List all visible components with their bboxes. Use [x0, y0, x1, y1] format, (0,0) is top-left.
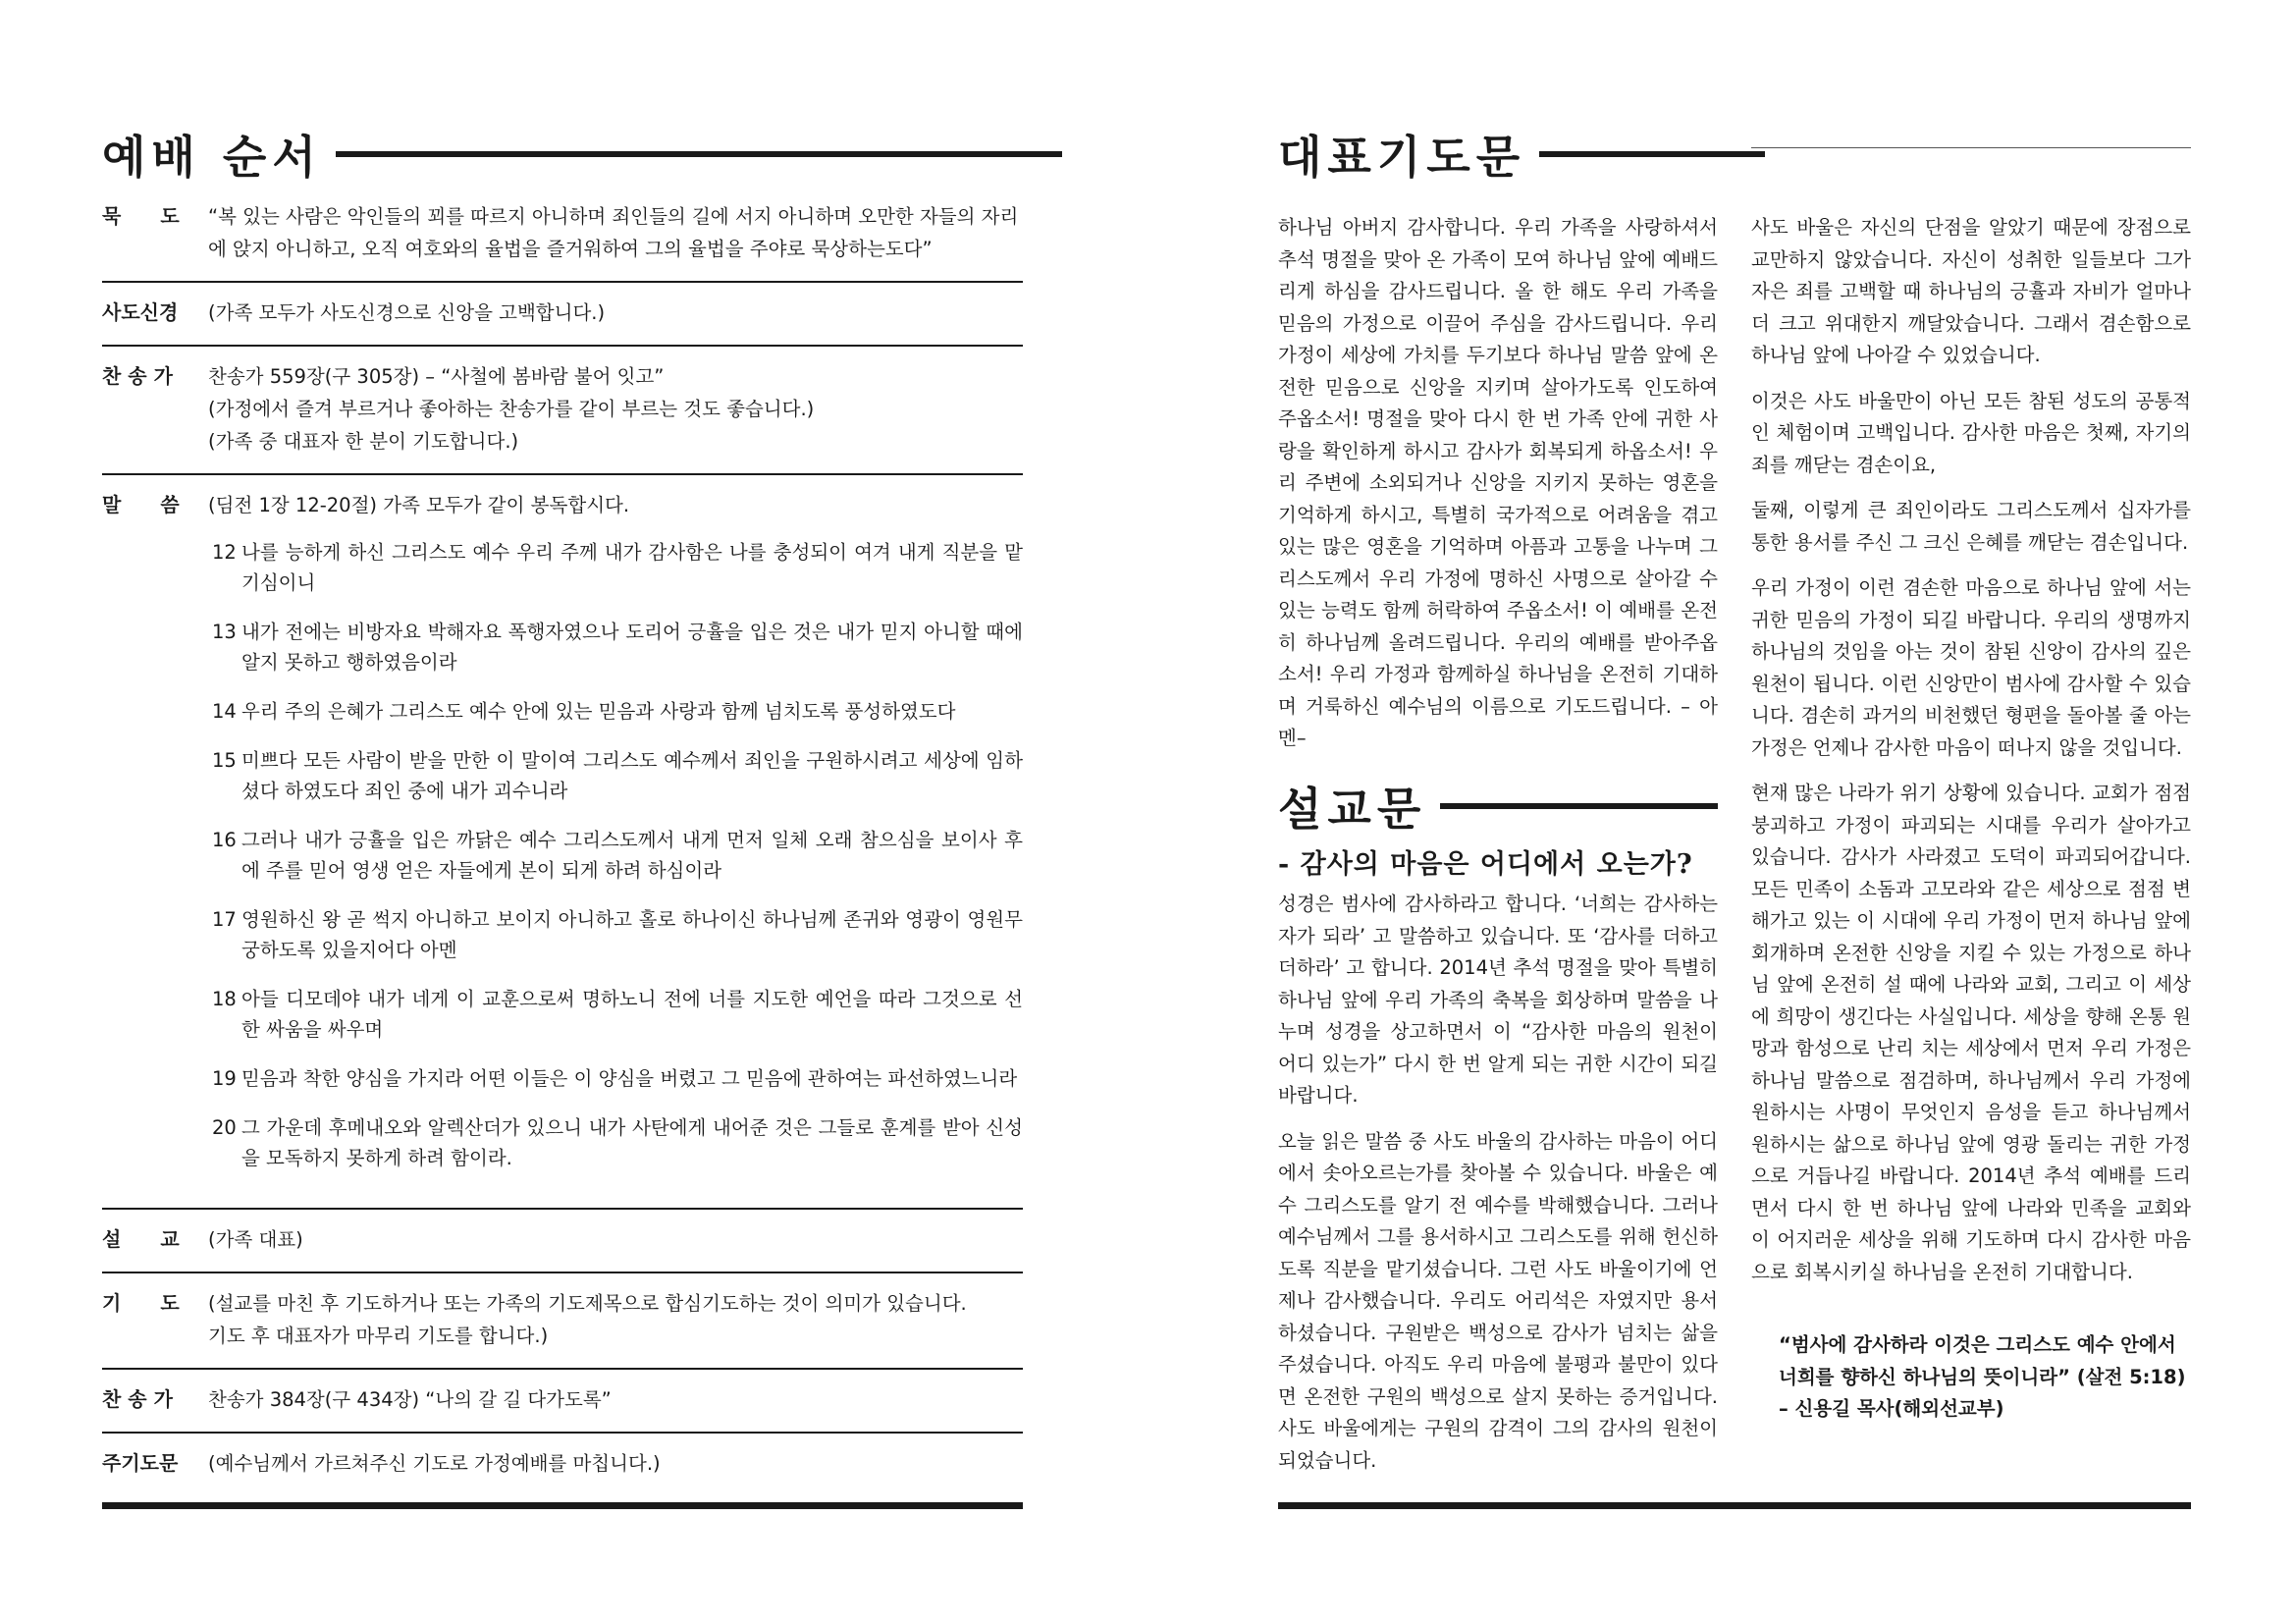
order-content [208, 297, 1023, 329]
verse-text: 아들 디모데야 내가 네게 이 교훈으로써 명하노니 전에 너를 지도한 예언을 따라 그것으로 선한 싸움을 싸우며 [241, 988, 1023, 1041]
sermon-paragraph: 성경은 범사에 감사하라고 합니다. ‘너희는 감사하는 자가 되라’ 고 말씀하고 있습니다. 또 ‘감사를 더하고 더하라’ 고 합니다. 2014년 추석 명절을 맞아 특별히 하나님 앞에 우리 가족의 축복을 회상하며 말씀을 나누며 성경을 상고하면서 이 “감사한 마음의 원천이 어디 있는가” 다시 한 번 알게 되는 귀한 시간이 되길 바랍니다. [1278, 893, 1718, 1107]
verse-text: 우리 주의 은혜가 그리스도 예수 안에 있는 믿음과 사랑과 함께 넘치도록 풍성하였도다 [241, 700, 956, 723]
author-credit: – 신용길 목사(해외선교부) [1779, 1397, 2004, 1420]
verse [208, 904, 1023, 965]
order-line: “복 있는 사람은 악인들의 꾀를 따르지 아니하며 죄인들의 길에 서지 아니하며 오만한 자들의 자리에 앉지 아니하고, 오직 여호와의 율법을 즐거워하여 그의 율법을 주야로 묵상하는도다” [208, 205, 1019, 260]
order-line: (딤전 1장 12-20절) 가족 모두가 같이 봉독합시다. [208, 494, 630, 516]
sermon-paragraph: 사도 바울은 자신의 단점을 알았기 때문에 장점으로 교만하지 않았습니다. 자신이 성취한 일들보다 그가 자은 죄를 고백할 때 하나님의 긍휼과 자비가 얼마나 더 크고 위대한지 깨달았습니다. 그래서 겸손함으로 하나님 앞에 나아갈 수 있었습니다. [1751, 216, 2191, 366]
order-row-prayer [102, 1273, 1023, 1370]
order-content [208, 489, 1023, 1192]
worship-order-title: 예배 순서 [102, 131, 322, 184]
prayer-heading [1278, 122, 1765, 187]
title-rule [1440, 803, 1718, 809]
verse-number: 12 [212, 541, 237, 564]
order-line: (설교를 마친 후 기도하거나 또는 가족의 기도제목으로 합심기도하는 것이 의미가 있습니다. [208, 1292, 967, 1315]
prayer-column [1278, 212, 1718, 769]
order-line: 기도 후 대표자가 마무리 기도를 합니다.) [208, 1325, 549, 1347]
verse [208, 1063, 1023, 1094]
verse-text: 믿음과 착한 양심을 가지라 어떤 이들은 이 양심을 버렸고 그 믿음에 관하여는 파선하였느니라 [241, 1067, 1018, 1090]
order-content [208, 360, 1023, 458]
order-label: 묵 도 [102, 204, 180, 228]
order-label: 찬 송 가 [102, 1387, 173, 1411]
verse [208, 745, 1023, 806]
worship-order-list [102, 187, 1023, 1495]
order-label: 찬 송 가 [102, 364, 173, 388]
sermon-paragraph: 우리 가정이 이런 겸손한 마음으로 하나님 앞에 서는 귀한 믿음의 가정이 되길 바랍니다. 우리의 생명까지 하나님의 것임을 아는 것이 참된 신앙이 감사의 깊은 원천이 됩니다. 이런 신앙만이 범사에 감사할 수 있습니다. 겸손히 과거의 비천했던 형편을 돌아볼 줄 아는 가정은 언제나 감사한 마음이 떠나지 않을 것입니다. [1751, 576, 2191, 759]
verse-text: 영원하신 왕 곧 썩지 아니하고 보이지 아니하고 홀로 하나이신 하나님께 존귀와 영광이 영원무궁하도록 있을지어다 아멘 [241, 908, 1023, 961]
sermon-title-row [1278, 774, 1718, 839]
sermon-paragraph: 오늘 읽은 말씀 중 사도 바울의 감사하는 마음이 어디에서 솟아오르는가를 찾아볼 수 있습니다. 바울은 예수 그리스도를 알기 전 예수를 박해했습니다. 그러나 예수님께서 그를 용서하시고 그리스도를 위해 헌신하도록 직분을 맡기셨습니다. 그런 사도 바울이기에 언제나 감사했습니다. 우리도 어리석은 자였지만 용서하셨습니다. 구원받은 백성으로 감사가 넘치는 삶을 주셨습니다. 아직도 우리 마음에 불평과 불만이 있다면 온전한 구원의 백성으로 살지 못하는 증거입니다. 사도 바울에게는 구원의 감격이 그의 감사의 원천이 되었습니다. [1278, 1129, 1718, 1472]
scripture-verses [208, 537, 1023, 1173]
verse [208, 825, 1023, 886]
order-row-silent-prayer [102, 187, 1023, 283]
bottom-rule [1278, 1502, 2191, 1509]
verse-text: 내가 전에는 비방자요 박해자요 폭행자였으나 도리어 긍휼을 입은 것은 내가 믿지 아니할 때에 알지 못하고 행하였음이라 [241, 621, 1023, 674]
sermon-paragraph: 현재 많은 나라가 위기 상황에 있습니다. 교회가 점점 붕괴하고 가정이 파괴되는 시대를 우리가 살아가고 있습니다. 감사가 사라졌고 도덕이 파괴되어갑니다. 모든 민족이 소돔과 고모라와 같은 세상으로 점점 변해가고 있는 이 시대에 우리 가정이 먼저 하나님 앞에 회개하며 온전한 신앙을 지킬 수 있는 가정으로 하나님 앞에 온전히 설 때에 나라와 교회, 그리고 이 세상에 희망이 생긴다는 사실입니다. 세상을 향해 온통 원망과 함성으로 난리 치는 세상에서 먼저 우리 가정은 하나님 말씀으로 점검하며, 하나님께서 우리 가정에 원하시는 사명이 무엇인지 음성을 듣고 하나님께서 원하시는 삶으로 하나님 앞에 영광 돌리는 귀한 가정으로 거듭나길 바랍니다. 2014년 추석 예배를 드리면서 다시 한 번 하나님 앞에 나라와 민족을 교회와 이 어지러운 세상을 위해 기도하며 다시 감사한 마음으로 회복시키실 하나님을 온전히 기대합니다. [1751, 782, 2191, 1283]
verse-number: 15 [212, 749, 237, 772]
title-rule [336, 151, 1062, 157]
order-label: 설 교 [102, 1227, 180, 1251]
sermon-paragraph: 둘째, 이렇게 큰 죄인이라도 그리스도께서 십자가를 통한 용서를 주신 그 크신 은혜를 깨닫는 겸손입니다. [1751, 499, 2191, 554]
order-line: (가족 대표) [208, 1228, 303, 1251]
prayer-title: 대표기도문 [1278, 131, 1526, 184]
order-content [208, 200, 1023, 265]
order-content [208, 1223, 1023, 1256]
order-row-scripture [102, 475, 1023, 1210]
verse-number: 16 [212, 829, 237, 851]
prayer-text: 하나님 아버지 감사합니다. 우리 가족을 사랑하셔서 추석 명절을 맞아 온 가족이 모여 하나님 앞에 예배드리게 하심을 감사드립니다. 올 한 해도 우리 가족을 믿음의 가정으로 이끌어 주심을 감사드립니다. 우리 가정이 세상에 가치를 두기보다 하나님 말씀 앞에 온전한 믿음으로 신앙을 지키며 살아가도록 인도하여 주옵소서! 명절을 맞아 다시 한 번 가족 안에 귀한 사랑을 확인하게 하시고 감사가 회복되게 하옵소서! 우리 주변에 소외되거나 신앙을 지키지 못하는 영혼을 기억하게 하시고, 특별히 국가적으로 어려움을 겪고 있는 많은 영혼을 기억하며 아픔과 고통을 나누며 그리스도께서 우리 가정에 명하신 사명으로 살아갈 수 있는 능력도 함께 허락하여 주옵소서! 이 예배를 온전히 하나님께 올려드립니다. 우리의 예배를 받아주옵소서! 우리 가정과 함께하실 하나님을 온전히 기대하며 거룩하신 예수님의 이름으로 기도드립니다. – 아멘– [1278, 216, 1718, 749]
verse-text: 나를 능하게 하신 그리스도 예수 우리 주께 내가 감사함은 나를 충성되이 여겨 내게 직분을 맡기심이니 [241, 541, 1023, 594]
order-row-hymn-1 [102, 347, 1023, 475]
sermon-column-2 [1751, 212, 2191, 1302]
sermon-column-1 [1278, 889, 1718, 1490]
verse-number: 20 [212, 1116, 237, 1139]
order-label: 주기도문 [102, 1451, 179, 1475]
verse-text: 그 가운데 후메내오와 알렉산더가 있으니 내가 사탄에게 내어준 것은 그들로 훈계를 받아 신성을 모독하지 못하게 하려 함이라. [241, 1116, 1023, 1169]
thin-rule [1751, 147, 2191, 148]
quote-line: 너희를 향하신 하나님의 뜻이니라” (살전 5:18) [1779, 1365, 2186, 1388]
sermon-title: 설교문 [1278, 783, 1427, 836]
order-line: (가족 중 대표자 한 분이 기도합니다.) [208, 430, 519, 453]
verse-text: 그러나 내가 긍휼을 입은 까닭은 예수 그리스도께서 내게 먼저 일체 오래 참으심을 보이사 후에 주를 믿어 영생 얻은 자들에게 본이 되게 하려 하심이라 [241, 829, 1023, 882]
verse-number: 13 [212, 621, 237, 643]
worship-order-heading [102, 122, 1062, 187]
order-line: (예수님께서 가르쳐주신 기도로 가정예배를 마칩니다.) [208, 1452, 661, 1475]
order-row-lords-prayer [102, 1434, 1023, 1495]
order-content [208, 1383, 1023, 1416]
bottom-rule [102, 1502, 1023, 1509]
order-label: 말 씀 [102, 493, 180, 516]
right-page [1148, 0, 2296, 1624]
order-label: 기 도 [102, 1291, 180, 1315]
order-row-creed [102, 283, 1023, 347]
order-line: 찬송가 559장(구 305장) – “사철에 봄바람 불어 잇고” [208, 365, 665, 388]
verse-number: 17 [212, 908, 237, 931]
order-label: 사도신경 [102, 300, 179, 324]
verse [208, 984, 1023, 1045]
verse [208, 1112, 1023, 1173]
order-line: (가정에서 즐겨 부르거나 좋아하는 찬송가를 같이 부르는 것도 좋습니다.) [208, 398, 815, 420]
order-row-hymn-2 [102, 1370, 1023, 1434]
order-content [208, 1287, 1023, 1352]
order-line: 찬송가 384장(구 434장) “나의 갈 길 다가도록” [208, 1388, 612, 1411]
sermon-subtitle: - 감사의 마음은 어디에서 오는가? [1278, 849, 1693, 880]
title-rule [1539, 151, 1765, 157]
sermon-heading [1278, 774, 1718, 881]
quote-line: “범사에 감사하라 이것은 그리스도 예수 안에서 [1779, 1333, 2176, 1356]
verse [208, 617, 1023, 677]
verse-number: 19 [212, 1067, 237, 1090]
verse [208, 696, 1023, 727]
order-content [208, 1447, 1023, 1480]
verse-number: 18 [212, 988, 237, 1010]
closing-quote [1779, 1329, 2191, 1426]
verse-text: 미쁘다 모든 사람이 받을 만한 이 말이여 그리스도 예수께서 죄인을 구원하시려고 세상에 임하셨다 하였도다 죄인 중에 내가 괴수니라 [241, 749, 1023, 802]
verse-number: 14 [212, 700, 237, 723]
verse [208, 537, 1023, 598]
sermon-paragraph: 이것은 사도 바울만이 아닌 모든 참된 성도의 공통적인 체험이며 고백입니다. 감사한 마음은 첫째, 자기의 죄를 깨닫는 겸손이요, [1751, 389, 2191, 476]
order-line: (가족 모두가 사도신경으로 신앙을 고백합니다.) [208, 301, 606, 324]
order-row-sermon [102, 1210, 1023, 1273]
